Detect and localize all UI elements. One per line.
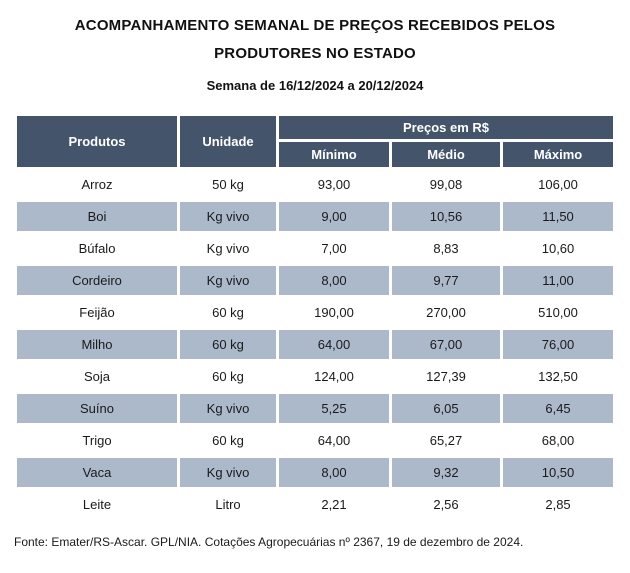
source-footer: Fonte: Emater/RS-Ascar. GPL/NIA. Cotações Agropecuárias nº 2367, 19 de dezembro de 2024.	[14, 535, 524, 549]
cell-produto: Soja	[83, 369, 111, 384]
table-row	[17, 234, 613, 263]
cell-minimo: 2,21	[321, 497, 347, 512]
header-medio: Médio	[392, 142, 500, 167]
cell-unidade: 60 kg	[180, 330, 276, 359]
cell-produto: Búfalo	[78, 241, 116, 256]
cell-maximo: 6,45	[503, 394, 613, 423]
page-title	[0, 12, 630, 68]
cell-medio: 6,05	[392, 394, 500, 423]
cell-unidade: 60 kg	[212, 305, 244, 320]
cell-minimo: 124,00	[314, 369, 354, 384]
cell-medio: 67,00	[392, 330, 500, 359]
cell-unidade: Kg vivo	[180, 266, 276, 295]
cell-medio: 9,77	[392, 266, 500, 295]
price-table-header	[17, 116, 613, 167]
header-precos-group: Preços em R$	[279, 116, 613, 139]
cell-unidade: Litro	[215, 497, 241, 512]
page-title-line1: ACOMPANHAMENTO SEMANAL DE PREÇOS RECEBIDOS PELOS	[74, 17, 556, 34]
cell-minimo: 93,00	[317, 177, 351, 192]
table-row	[17, 458, 613, 487]
cell-produto: Suíno	[17, 394, 177, 423]
cell-minimo: 8,00	[279, 458, 389, 487]
cell-unidade: 50 kg	[212, 177, 244, 192]
cell-minimo: 8,00	[279, 266, 389, 295]
cell-medio: 65,27	[429, 433, 463, 448]
table-row	[17, 394, 613, 423]
cell-produto: Milho	[17, 330, 177, 359]
price-table	[14, 113, 616, 522]
cell-medio: 270,00	[426, 305, 466, 320]
header-unidade: Unidade	[180, 116, 276, 167]
cell-medio: 127,39	[426, 369, 466, 384]
table-row	[17, 266, 613, 295]
cell-unidade: 60 kg	[212, 369, 244, 384]
cell-maximo: 10,60	[541, 241, 575, 256]
cell-unidade: Kg vivo	[180, 394, 276, 423]
cell-medio: 10,56	[392, 202, 500, 231]
cell-maximo: 2,85	[545, 497, 571, 512]
cell-medio: 99,08	[429, 177, 463, 192]
cell-maximo: 68,00	[541, 433, 575, 448]
header-maximo: Máximo	[503, 142, 613, 167]
table-row	[17, 490, 613, 519]
cell-maximo: 106,00	[538, 177, 578, 192]
header-produtos: Produtos	[17, 116, 177, 167]
week-subtitle: Semana de 16/12/2024 a 20/12/2024	[206, 78, 424, 93]
cell-produto: Trigo	[82, 433, 112, 448]
cell-medio: 8,83	[433, 241, 459, 256]
table-row	[17, 202, 613, 231]
cell-produto: Vaca	[17, 458, 177, 487]
page-title-line2: PRODUTORES NO ESTADO	[214, 45, 416, 62]
cell-minimo: 5,25	[279, 394, 389, 423]
document	[0, 12, 630, 573]
cell-maximo: 11,50	[503, 202, 613, 231]
cell-medio: 9,32	[392, 458, 500, 487]
header-minimo: Mínimo	[279, 142, 389, 167]
cell-produto: Leite	[82, 497, 112, 512]
cell-maximo: 132,50	[538, 369, 578, 384]
cell-minimo: 9,00	[279, 202, 389, 231]
cell-produto: Feijão	[79, 305, 115, 320]
cell-minimo: 7,00	[321, 241, 347, 256]
table-row	[17, 298, 613, 327]
table-row	[17, 362, 613, 391]
cell-produto: Boi	[17, 202, 177, 231]
table-row	[17, 330, 613, 359]
cell-unidade: 60 kg	[212, 433, 244, 448]
cell-unidade: Kg vivo	[180, 458, 276, 487]
cell-medio: 2,56	[433, 497, 459, 512]
cell-unidade: Kg vivo	[180, 202, 276, 231]
table-row	[17, 426, 613, 455]
cell-minimo: 64,00	[317, 433, 351, 448]
cell-maximo: 76,00	[503, 330, 613, 359]
price-table-body	[17, 170, 613, 519]
cell-produto: Arroz	[81, 177, 113, 192]
cell-unidade: Kg vivo	[206, 241, 250, 256]
cell-maximo: 10,50	[503, 458, 613, 487]
table-row	[17, 170, 613, 199]
cell-produto: Cordeiro	[17, 266, 177, 295]
cell-minimo: 190,00	[314, 305, 354, 320]
cell-maximo: 510,00	[538, 305, 578, 320]
cell-minimo: 64,00	[279, 330, 389, 359]
cell-maximo: 11,00	[503, 266, 613, 295]
